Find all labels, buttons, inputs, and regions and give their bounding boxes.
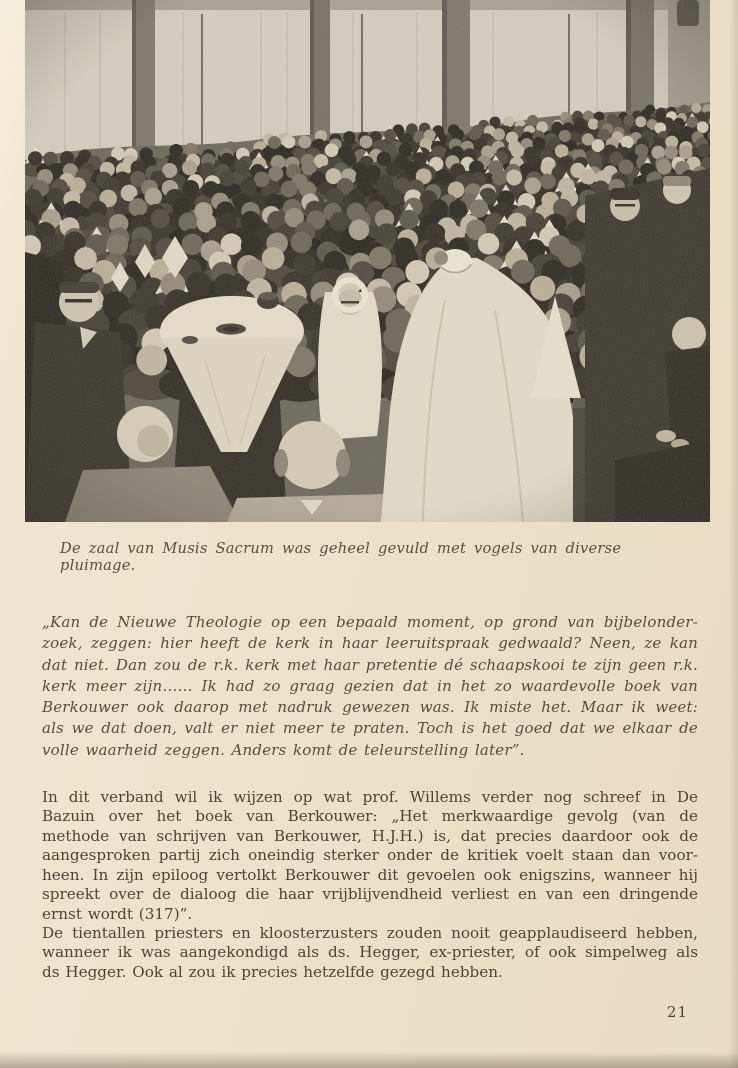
text-line: kerk meer zijn…… Ik had zo graag gezien dat in het zo waardevolle boek van	[42, 676, 698, 695]
text-line: ernst wordt (317)”.	[42, 904, 193, 923]
audience-photo-art	[25, 0, 710, 522]
text-line: wanneer ik was aangekondigd als ds. Hegger, ex-priester, of ook simpelweg als	[42, 943, 698, 962]
body-paragraph-2	[42, 924, 698, 982]
text-line: heen. In zijn epiloog vertolkt Berkouwer dit gevoelen ook enigszins, wanneer hij	[42, 865, 698, 884]
text-line: „Kan de Nieuwe Theologie op een bepaald moment, op grond van bijbelonder-	[42, 613, 698, 631]
text-line: als we dat doen, valt er niet meer te praten. Toch is het goed dat we elkaar de	[42, 719, 698, 738]
text-line: dat niet. Dan zou de r.k. kerk met haar pretentie dé schaapskooi te zijn geen r.k.	[42, 655, 698, 674]
text-line: In dit verband wil ik wijzen op wat prof. Willems verder nog schreef in De	[42, 788, 698, 807]
text-line: zoek, zeggen: hier heeft de kerk in haar leeruitspraak gedwaald? Neen, ze kan	[42, 634, 698, 653]
body-paragraph-1	[42, 788, 698, 924]
text-line: De tientallen priesters en kloosterzusters zouden nooit geapplaudiseerd hebben,	[42, 923, 698, 942]
photo-caption: De zaal van Musis Sacrum was geheel gevuld met vogels van diverse pluimage.	[60, 540, 622, 574]
page-edge-shadow-bottom	[0, 1052, 738, 1068]
text-block	[42, 612, 698, 982]
text-line: Berkouwer ook daarop met nadruk gewezen was. Ik miste het. Maar ik weet:	[42, 698, 698, 717]
text-line: Bazuin over het boek van Berkouwer: „Het merkwaardige gevolg (van de	[42, 807, 698, 826]
text-line: aangesproken partij zich oneindig sterker onder de kritiek voelt staan dan voor-	[42, 846, 698, 865]
text-line: ds Hegger. Ook al zou ik precies hetzelfde gezegd hebben.	[42, 962, 503, 981]
page-edge-shadow-right	[729, 0, 738, 1068]
page-number: 21	[666, 1003, 688, 1021]
audience-photo	[25, 0, 710, 522]
text-line: spreekt over de dialoog die haar vrijblijvendheid verliest en van een dringende	[42, 885, 698, 904]
quoted-passage	[42, 612, 698, 761]
text-line: volle waarheid zeggen. Anders komt de teleurstelling later”.	[42, 740, 525, 759]
text-line: methode van schrijven van Berkouwer, H.J.H.) is, dat precies daardoor ook de	[42, 826, 698, 845]
